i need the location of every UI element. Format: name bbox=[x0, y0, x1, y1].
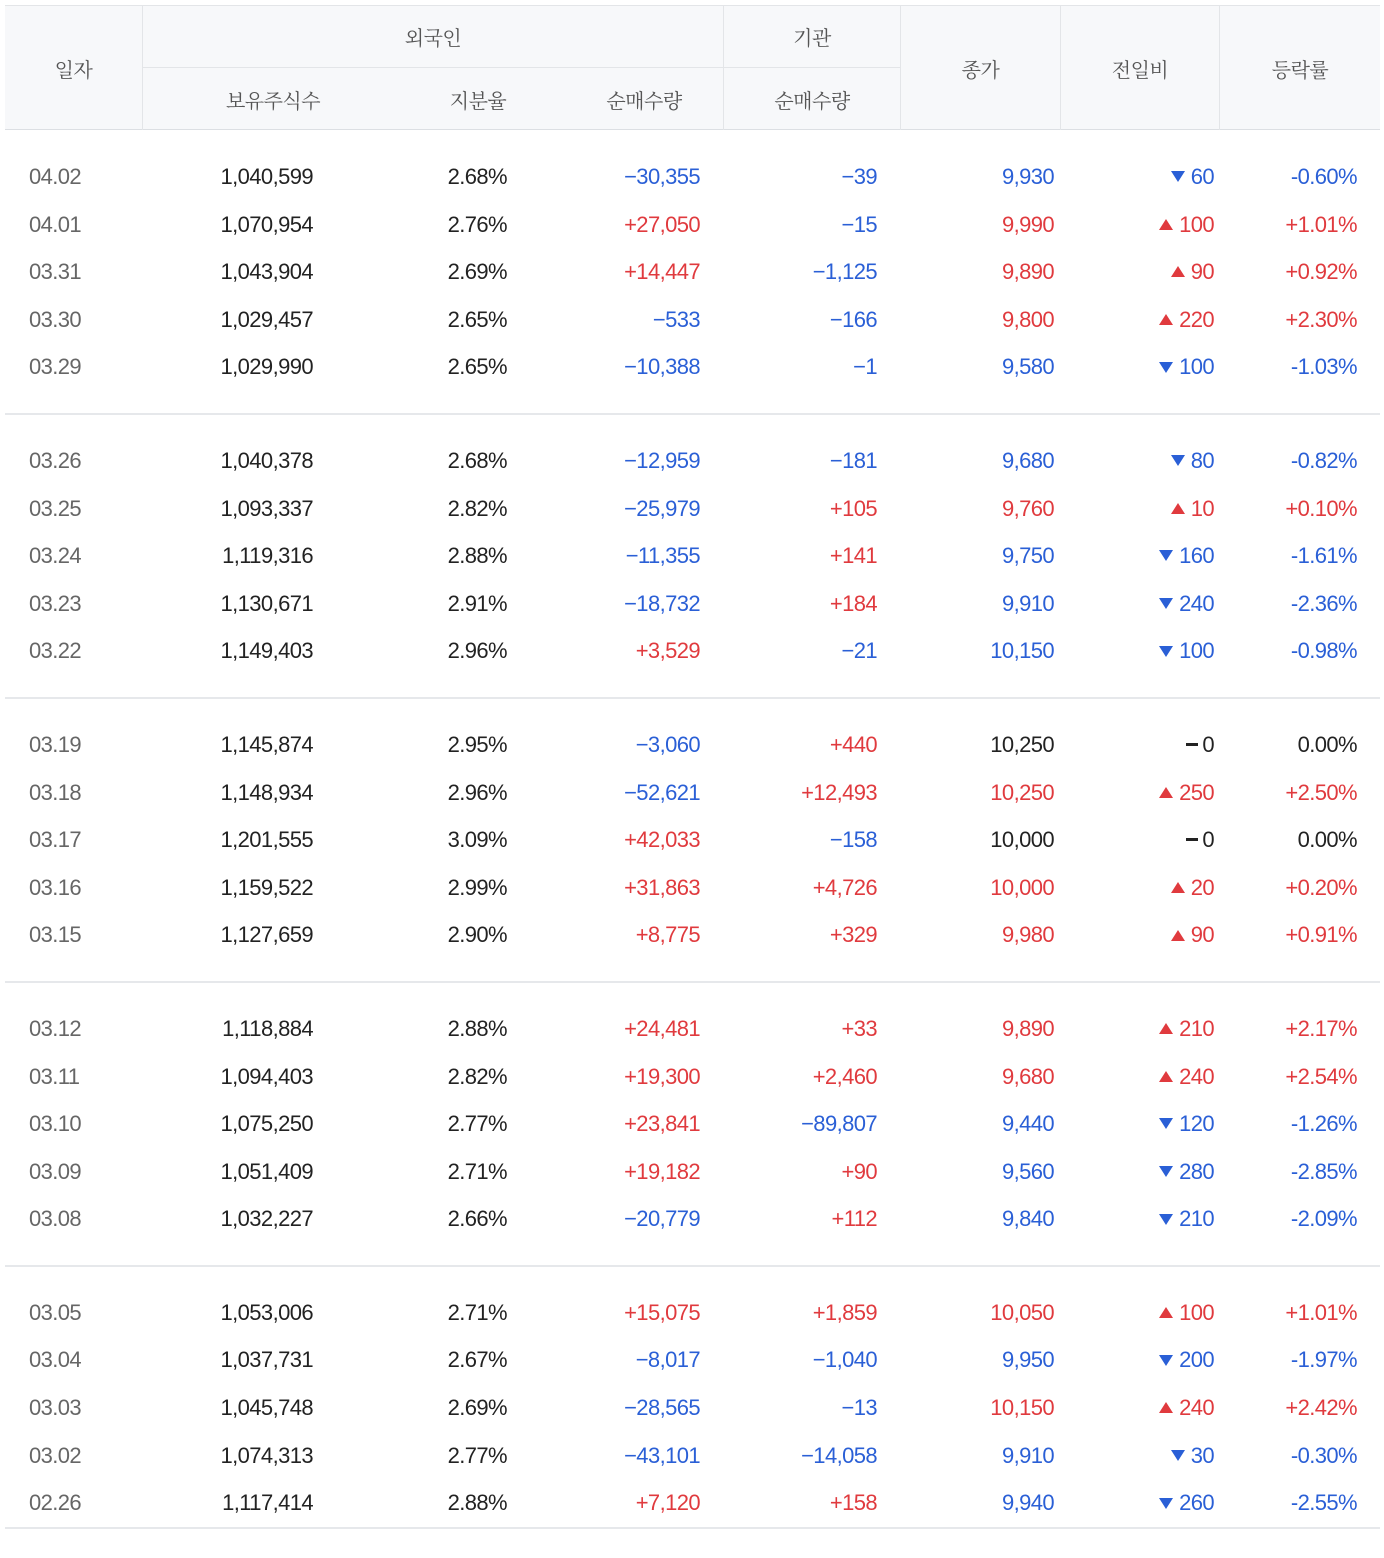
change-value: 100 bbox=[1179, 638, 1214, 664]
institution-net-cell: +4,726 bbox=[812, 874, 877, 900]
ratio-cell: 2.88% bbox=[447, 1490, 507, 1516]
table-body bbox=[5, 130, 1380, 1529]
institution-net-cell: +12,493 bbox=[801, 779, 877, 805]
triangle-down-icon bbox=[1159, 1355, 1173, 1366]
close-cell: 9,580 bbox=[1001, 354, 1054, 380]
rate-cell: -2.36% bbox=[1290, 590, 1357, 616]
close-cell: 9,910 bbox=[1001, 590, 1054, 616]
rate-cell: -1.61% bbox=[1290, 543, 1357, 569]
col-date-header: 일자 bbox=[54, 59, 93, 82]
foreign-net-cell: +27,050 bbox=[624, 211, 700, 237]
foreign-net-cell: +19,300 bbox=[624, 1063, 700, 1089]
shares-cell: 1,093,337 bbox=[220, 495, 313, 521]
table-row bbox=[5, 1100, 1380, 1148]
close-cell: 10,250 bbox=[990, 779, 1054, 805]
date-cell: 03.31 bbox=[29, 259, 82, 285]
change-cell bbox=[1171, 437, 1214, 485]
shares-cell: 1,032,227 bbox=[220, 1206, 313, 1232]
change-value: 120 bbox=[1179, 1111, 1214, 1137]
row-group bbox=[5, 983, 1380, 1267]
col-ratio-header: 지분율 bbox=[449, 90, 507, 113]
change-cell bbox=[1159, 769, 1214, 817]
change-cell bbox=[1159, 1100, 1214, 1148]
date-cell: 04.01 bbox=[29, 211, 82, 237]
foreign-net-cell: +31,863 bbox=[624, 874, 700, 900]
change-cell bbox=[1171, 485, 1214, 533]
table-row bbox=[5, 1005, 1380, 1053]
institution-net-cell: +2,460 bbox=[812, 1063, 877, 1089]
triangle-down-icon bbox=[1171, 1450, 1185, 1461]
date-cell: 03.18 bbox=[29, 779, 82, 805]
shares-cell: 1,118,884 bbox=[222, 1015, 313, 1041]
rate-cell: 0.00% bbox=[1297, 731, 1357, 757]
table-row bbox=[5, 769, 1380, 817]
change-cell bbox=[1186, 721, 1214, 769]
shares-cell: 1,053,006 bbox=[220, 1299, 313, 1325]
change-cell bbox=[1159, 201, 1214, 249]
institution-net-cell: +184 bbox=[829, 590, 877, 616]
rate-cell: +0.92% bbox=[1285, 259, 1357, 285]
rate-cell: -2.09% bbox=[1290, 1206, 1357, 1232]
col-rate-header: 등락률 bbox=[1271, 59, 1329, 82]
institution-net-cell: −181 bbox=[829, 447, 877, 473]
col-group-foreign: 외국인 bbox=[404, 28, 462, 50]
close-cell: 9,750 bbox=[1001, 543, 1054, 569]
foreign-net-cell: −533 bbox=[652, 306, 700, 332]
date-cell: 03.29 bbox=[29, 354, 82, 380]
table-row bbox=[5, 532, 1380, 580]
close-cell: 10,000 bbox=[990, 827, 1054, 853]
rate-cell: -0.82% bbox=[1290, 447, 1357, 473]
ratio-cell: 2.71% bbox=[447, 1158, 507, 1184]
close-cell: 10,250 bbox=[990, 731, 1054, 757]
triangle-down-icon bbox=[1159, 1166, 1173, 1177]
close-cell: 9,890 bbox=[1001, 259, 1054, 285]
ratio-cell: 2.66% bbox=[447, 1206, 507, 1232]
foreign-net-cell: −52,621 bbox=[624, 779, 700, 805]
rate-cell: +2.17% bbox=[1285, 1015, 1357, 1041]
ratio-cell: 2.82% bbox=[447, 495, 507, 521]
date-cell: 02.26 bbox=[29, 1490, 82, 1516]
change-cell bbox=[1159, 580, 1214, 628]
institution-net-cell: +33 bbox=[841, 1015, 877, 1041]
institution-net-cell: −158 bbox=[829, 827, 877, 853]
row-group bbox=[5, 130, 1380, 415]
shares-cell: 1,075,250 bbox=[220, 1111, 313, 1137]
foreign-net-cell: −10,388 bbox=[624, 354, 700, 380]
change-value: 250 bbox=[1179, 779, 1214, 805]
shares-cell: 1,029,457 bbox=[220, 306, 313, 332]
shares-cell: 1,040,378 bbox=[220, 447, 313, 473]
rate-cell: -0.30% bbox=[1290, 1442, 1357, 1468]
shares-cell: 1,045,748 bbox=[220, 1395, 313, 1421]
change-cell bbox=[1159, 1195, 1214, 1243]
triangle-up-icon bbox=[1159, 1023, 1173, 1034]
institution-net-cell: +112 bbox=[831, 1206, 877, 1232]
shares-cell: 1,051,409 bbox=[220, 1158, 313, 1184]
date-cell: 03.19 bbox=[29, 731, 82, 757]
ratio-cell: 2.77% bbox=[447, 1442, 507, 1468]
foreign-net-cell: −20,779 bbox=[624, 1206, 700, 1232]
col-change-header: 전일비 bbox=[1111, 59, 1169, 82]
date-cell: 03.05 bbox=[29, 1299, 82, 1325]
foreign-net-cell: +23,841 bbox=[624, 1111, 700, 1137]
shares-cell: 1,040,599 bbox=[220, 164, 313, 189]
change-value: 280 bbox=[1179, 1158, 1214, 1184]
close-cell: 9,890 bbox=[1001, 1015, 1054, 1041]
institution-net-cell: −13 bbox=[841, 1395, 877, 1421]
change-value: 90 bbox=[1190, 922, 1214, 948]
change-cell bbox=[1186, 816, 1214, 864]
rate-cell: +2.30% bbox=[1285, 306, 1357, 332]
ratio-cell: 2.65% bbox=[447, 306, 507, 332]
rate-cell: +2.42% bbox=[1285, 1395, 1357, 1421]
foreign-net-cell: −11,355 bbox=[625, 543, 700, 569]
rate-cell: -1.26% bbox=[1290, 1111, 1357, 1137]
date-cell: 03.11 bbox=[29, 1063, 80, 1089]
foreign-net-cell: +3,529 bbox=[635, 638, 700, 664]
change-value: 20 bbox=[1190, 874, 1214, 900]
close-cell: 9,760 bbox=[1001, 495, 1054, 521]
change-value: 240 bbox=[1179, 1063, 1214, 1089]
foreign-net-cell: +24,481 bbox=[624, 1015, 700, 1041]
foreign-net-cell: −8,017 bbox=[635, 1347, 700, 1373]
shares-cell: 1,201,555 bbox=[220, 827, 313, 853]
shares-cell: 1,037,731 bbox=[220, 1347, 313, 1373]
table-row bbox=[5, 721, 1380, 769]
date-cell: 04.02 bbox=[29, 164, 82, 189]
change-value: 60 bbox=[1190, 164, 1214, 189]
rate-cell: -1.97% bbox=[1290, 1347, 1357, 1373]
shares-cell: 1,070,954 bbox=[220, 211, 313, 237]
change-value: 100 bbox=[1179, 211, 1214, 237]
change-cell bbox=[1171, 248, 1214, 296]
triangle-up-icon bbox=[1171, 930, 1185, 941]
ratio-cell: 2.68% bbox=[447, 447, 507, 473]
dash-icon bbox=[1186, 743, 1198, 746]
change-value: 80 bbox=[1190, 447, 1214, 473]
date-cell: 03.25 bbox=[29, 495, 82, 521]
close-cell: 9,680 bbox=[1001, 447, 1054, 473]
institution-net-cell: +440 bbox=[829, 731, 877, 757]
ratio-cell: 3.09% bbox=[447, 827, 507, 853]
triangle-down-icon bbox=[1159, 362, 1173, 373]
change-cell bbox=[1159, 1384, 1214, 1432]
ratio-cell: 2.77% bbox=[447, 1111, 507, 1137]
change-value: 90 bbox=[1190, 259, 1214, 285]
date-cell: 03.23 bbox=[29, 590, 82, 616]
triangle-up-icon bbox=[1159, 1402, 1173, 1413]
institution-net-cell: −14,058 bbox=[801, 1442, 877, 1468]
foreign-net-cell: +15,075 bbox=[624, 1299, 700, 1325]
triangle-down-icon bbox=[1159, 646, 1173, 657]
shares-cell: 1,043,904 bbox=[220, 259, 313, 285]
triangle-down-icon bbox=[1171, 171, 1185, 182]
close-cell: 10,050 bbox=[990, 1299, 1054, 1325]
table-header bbox=[5, 5, 1380, 130]
close-cell: 9,910 bbox=[1001, 1442, 1054, 1468]
ratio-cell: 2.65% bbox=[447, 354, 507, 380]
rate-cell: -0.98% bbox=[1290, 638, 1357, 664]
date-cell: 03.17 bbox=[29, 827, 82, 853]
change-value: 210 bbox=[1179, 1015, 1214, 1041]
rate-cell: +0.10% bbox=[1285, 495, 1357, 521]
close-cell: 9,990 bbox=[1001, 211, 1054, 237]
table-row bbox=[5, 911, 1380, 959]
foreign-net-cell: −12,959 bbox=[624, 447, 700, 473]
ratio-cell: 2.96% bbox=[447, 638, 507, 664]
change-cell bbox=[1171, 864, 1214, 912]
shares-cell: 1,074,313 bbox=[220, 1442, 313, 1468]
change-cell bbox=[1159, 1289, 1214, 1337]
ratio-cell: 2.82% bbox=[447, 1063, 507, 1089]
change-value: 0 bbox=[1202, 731, 1214, 757]
change-value: 10 bbox=[1190, 495, 1214, 521]
change-value: 220 bbox=[1179, 306, 1214, 332]
change-value: 260 bbox=[1179, 1490, 1214, 1516]
rate-cell: -1.03% bbox=[1290, 354, 1357, 380]
change-cell bbox=[1159, 1479, 1214, 1527]
institution-net-cell: +158 bbox=[829, 1490, 877, 1516]
change-value: 30 bbox=[1190, 1442, 1214, 1468]
date-cell: 03.15 bbox=[29, 922, 82, 948]
change-cell bbox=[1159, 1336, 1214, 1384]
date-cell: 03.16 bbox=[29, 874, 82, 900]
institution-net-cell: +141 bbox=[829, 543, 877, 569]
rate-cell: -2.85% bbox=[1290, 1158, 1357, 1184]
date-cell: 03.09 bbox=[29, 1158, 82, 1184]
foreign-net-cell: −28,565 bbox=[624, 1395, 700, 1421]
table-row bbox=[5, 1384, 1380, 1432]
institution-net-cell: −1 bbox=[853, 354, 877, 380]
foreign-net-cell: +19,182 bbox=[624, 1158, 700, 1184]
table-row bbox=[5, 248, 1380, 296]
foreign-net-cell: +7,120 bbox=[635, 1490, 700, 1516]
triangle-up-icon bbox=[1159, 314, 1173, 325]
shares-cell: 1,145,874 bbox=[220, 731, 313, 757]
close-cell: 10,150 bbox=[990, 1395, 1054, 1421]
shares-cell: 1,119,316 bbox=[222, 543, 313, 569]
table-row bbox=[5, 627, 1380, 675]
institution-net-cell: −15 bbox=[841, 211, 877, 237]
triangle-up-icon bbox=[1171, 266, 1185, 277]
ratio-cell: 2.95% bbox=[447, 731, 507, 757]
ratio-cell: 2.88% bbox=[447, 1015, 507, 1041]
triangle-up-icon bbox=[1159, 1307, 1173, 1318]
ratio-cell: 2.90% bbox=[447, 922, 507, 948]
table-row bbox=[5, 1336, 1380, 1384]
table-row bbox=[5, 1289, 1380, 1337]
foreign-net-cell: +14,447 bbox=[624, 259, 700, 285]
col-shares-header: 보유주식수 bbox=[225, 90, 321, 113]
shares-cell: 1,029,990 bbox=[220, 354, 313, 380]
shares-cell: 1,149,403 bbox=[220, 638, 313, 664]
table-row bbox=[5, 816, 1380, 864]
change-cell bbox=[1159, 627, 1214, 675]
rate-cell: +0.20% bbox=[1285, 874, 1357, 900]
change-cell bbox=[1159, 1148, 1214, 1196]
date-cell: 03.30 bbox=[29, 306, 82, 332]
shares-cell: 1,130,671 bbox=[220, 590, 313, 616]
institution-net-cell: −166 bbox=[829, 306, 877, 332]
table-row bbox=[5, 1479, 1380, 1527]
foreign-net-cell: −25,979 bbox=[624, 495, 700, 521]
institution-net-cell: +1,859 bbox=[812, 1299, 877, 1325]
ratio-cell: 2.69% bbox=[447, 1395, 507, 1421]
col-foreign-net-header: 순매수량 bbox=[606, 90, 682, 113]
institution-net-cell: −39 bbox=[841, 164, 877, 189]
date-cell: 03.22 bbox=[29, 638, 82, 664]
table-row bbox=[5, 296, 1380, 344]
table-row bbox=[5, 485, 1380, 533]
row-group bbox=[5, 415, 1380, 699]
triangle-down-icon bbox=[1159, 1118, 1173, 1129]
triangle-up-icon bbox=[1159, 787, 1173, 798]
close-cell: 10,150 bbox=[990, 638, 1054, 664]
rate-cell: +0.91% bbox=[1285, 922, 1357, 948]
ratio-cell: 2.67% bbox=[447, 1347, 507, 1373]
change-value: 210 bbox=[1179, 1206, 1214, 1232]
institution-net-cell: −1,040 bbox=[812, 1347, 877, 1373]
col-institution-net-header: 순매수량 bbox=[774, 90, 850, 113]
close-cell: 9,440 bbox=[1001, 1111, 1054, 1137]
foreign-net-cell: −3,060 bbox=[635, 731, 700, 757]
institution-net-cell: −1,125 bbox=[812, 259, 877, 285]
date-cell: 03.03 bbox=[29, 1395, 82, 1421]
foreign-net-cell: −30,355 bbox=[624, 164, 700, 189]
change-cell bbox=[1171, 153, 1214, 201]
change-cell bbox=[1171, 911, 1214, 959]
close-cell: 9,980 bbox=[1001, 922, 1054, 948]
table-row bbox=[5, 1148, 1380, 1196]
ratio-cell: 2.76% bbox=[447, 211, 507, 237]
rate-cell: +2.50% bbox=[1285, 779, 1357, 805]
table-row bbox=[5, 1432, 1380, 1480]
foreign-net-cell: −18,732 bbox=[624, 590, 700, 616]
change-cell bbox=[1159, 343, 1214, 391]
row-group bbox=[5, 1267, 1380, 1529]
triangle-down-icon bbox=[1159, 550, 1173, 561]
date-cell: 03.12 bbox=[29, 1015, 82, 1041]
table-row bbox=[5, 437, 1380, 485]
table-row bbox=[5, 580, 1380, 628]
date-cell: 03.10 bbox=[29, 1111, 82, 1137]
date-cell: 03.24 bbox=[29, 543, 82, 569]
change-cell bbox=[1159, 532, 1214, 580]
triangle-down-icon bbox=[1159, 1498, 1173, 1509]
rate-cell: +1.01% bbox=[1285, 211, 1357, 237]
shares-cell: 1,117,414 bbox=[222, 1490, 313, 1516]
triangle-up-icon bbox=[1159, 1071, 1173, 1082]
row-group bbox=[5, 699, 1380, 983]
shares-cell: 1,148,934 bbox=[220, 779, 313, 805]
triangle-down-icon bbox=[1171, 455, 1185, 466]
table-row bbox=[5, 343, 1380, 391]
triangle-down-icon bbox=[1159, 1214, 1173, 1225]
institution-net-cell: −21 bbox=[841, 638, 877, 664]
close-cell: 9,680 bbox=[1001, 1063, 1054, 1089]
change-value: 100 bbox=[1179, 354, 1214, 380]
close-cell: 9,560 bbox=[1001, 1158, 1054, 1184]
rate-cell: -2.55% bbox=[1290, 1490, 1357, 1516]
change-value: 0 bbox=[1202, 827, 1214, 853]
close-cell: 9,840 bbox=[1001, 1206, 1054, 1232]
institution-net-cell: +329 bbox=[829, 922, 877, 948]
table-row bbox=[5, 153, 1380, 201]
change-value: 200 bbox=[1179, 1347, 1214, 1373]
dash-icon bbox=[1186, 838, 1198, 841]
date-cell: 03.02 bbox=[29, 1442, 82, 1468]
close-cell: 9,940 bbox=[1001, 1490, 1054, 1516]
change-value: 240 bbox=[1179, 590, 1214, 616]
rate-cell: -0.60% bbox=[1290, 164, 1357, 189]
ratio-cell: 2.99% bbox=[447, 874, 507, 900]
col-close-header: 종가 bbox=[961, 59, 1000, 82]
close-cell: 9,800 bbox=[1001, 306, 1054, 332]
change-value: 160 bbox=[1179, 543, 1214, 569]
table-row bbox=[5, 201, 1380, 249]
date-cell: 03.26 bbox=[29, 447, 82, 473]
close-cell: 9,930 bbox=[1001, 164, 1054, 189]
ratio-cell: 2.68% bbox=[447, 164, 507, 189]
change-cell bbox=[1159, 296, 1214, 344]
institution-net-cell: +90 bbox=[841, 1158, 877, 1184]
institution-net-cell: −89,807 bbox=[801, 1111, 877, 1137]
date-cell: 03.04 bbox=[29, 1347, 82, 1373]
change-cell bbox=[1159, 1005, 1214, 1053]
change-cell bbox=[1171, 1432, 1214, 1480]
triangle-up-icon bbox=[1159, 219, 1173, 230]
foreign-net-cell: −43,101 bbox=[624, 1442, 700, 1468]
table-row bbox=[5, 1053, 1380, 1101]
ratio-cell: 2.71% bbox=[447, 1299, 507, 1325]
date-cell: 03.08 bbox=[29, 1206, 82, 1232]
rate-cell: +1.01% bbox=[1285, 1299, 1357, 1325]
change-value: 240 bbox=[1179, 1395, 1214, 1421]
shares-cell: 1,127,659 bbox=[220, 922, 313, 948]
table-row bbox=[5, 1195, 1380, 1243]
change-value: 100 bbox=[1179, 1299, 1214, 1325]
triangle-up-icon bbox=[1171, 882, 1185, 893]
col-group-institution: 기관 bbox=[793, 28, 831, 50]
close-cell: 9,950 bbox=[1001, 1347, 1054, 1373]
table-row bbox=[5, 864, 1380, 912]
rate-cell: 0.00% bbox=[1297, 827, 1357, 853]
foreign-net-cell: +8,775 bbox=[635, 922, 700, 948]
shares-cell: 1,094,403 bbox=[220, 1063, 313, 1089]
institution-net-cell: +105 bbox=[829, 495, 877, 521]
rate-cell: +2.54% bbox=[1285, 1063, 1357, 1089]
ratio-cell: 2.91% bbox=[447, 590, 507, 616]
triangle-down-icon bbox=[1159, 598, 1173, 609]
foreign-net-cell: +42,033 bbox=[624, 827, 700, 853]
triangle-up-icon bbox=[1171, 503, 1185, 514]
ratio-cell: 2.69% bbox=[447, 259, 507, 285]
ratio-cell: 2.96% bbox=[447, 779, 507, 805]
change-cell bbox=[1159, 1053, 1214, 1101]
ratio-cell: 2.88% bbox=[447, 543, 507, 569]
close-cell: 10,000 bbox=[990, 874, 1054, 900]
shares-cell: 1,159,522 bbox=[220, 874, 313, 900]
